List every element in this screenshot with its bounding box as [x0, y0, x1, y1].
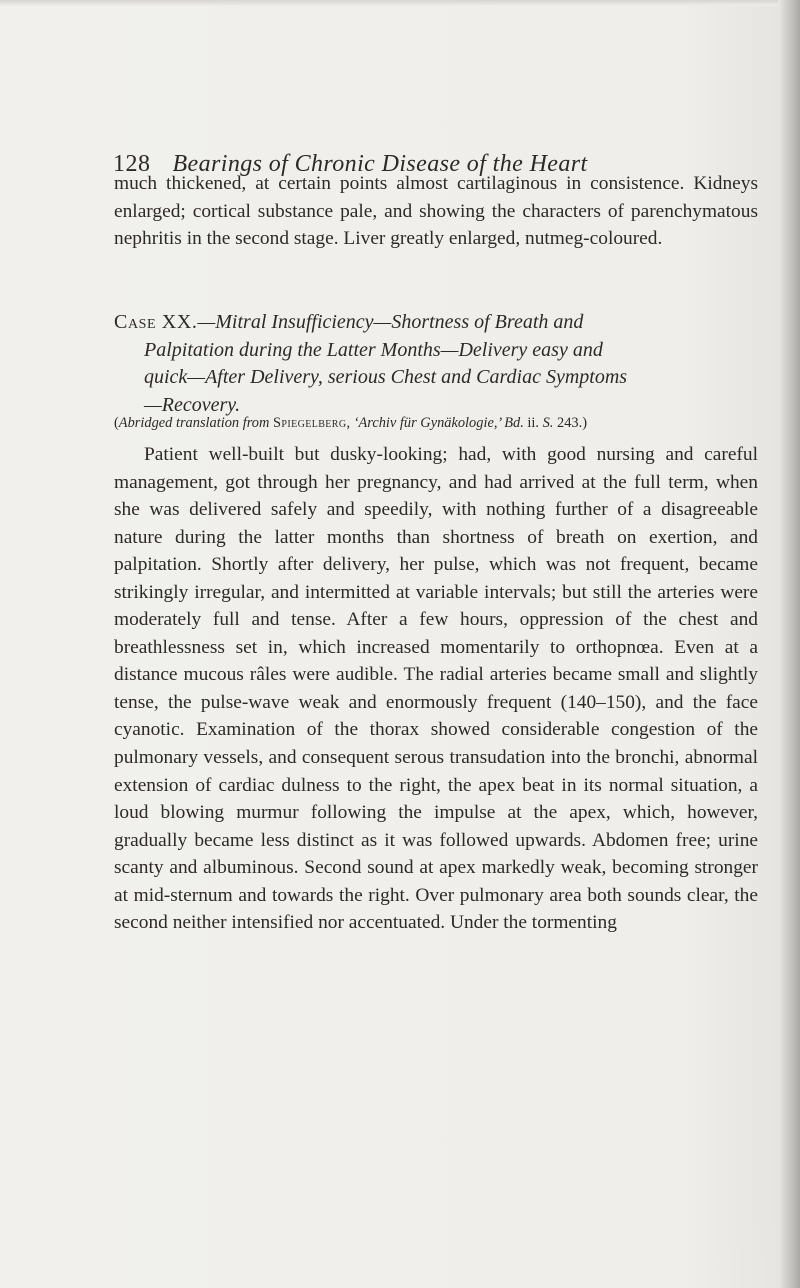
- source-citation: [114, 413, 758, 433]
- citation-open: (: [114, 415, 119, 431]
- case-title-line-2: Palpitation during the Latter Months—Delivery easy and: [144, 338, 603, 361]
- citation-volume: ii.: [523, 415, 543, 431]
- continuation-text: much thickened, at certain points almost cartilaginous in consistence. Kidneys enlarged; cortical substance pale, and showing the characters of parenchymatous nephritis in the second stage. Liver greatly enlarged, nutmeg-coloured.: [114, 173, 758, 250]
- citation-page-label: S.: [542, 415, 554, 431]
- running-title: Bearings of Chronic Disease of the Heart: [172, 151, 588, 177]
- citation-separator: ,: [346, 415, 354, 431]
- page-number: 128: [113, 151, 151, 177]
- case-label: Case XX.: [114, 311, 198, 333]
- citation-journal: ‘Archiv für Gynäkologie,’ Bd.: [353, 415, 524, 431]
- case-title-line-3: quick—After Delivery, serious Chest and Cardiac Symptoms: [144, 366, 628, 389]
- page-bottom-fade: [640, 1180, 780, 1288]
- case-body-paragraph: [114, 441, 758, 937]
- case-title-line-4: —Recovery.: [144, 393, 241, 416]
- citation-author: Spiegelberg: [272, 415, 347, 431]
- case-heading: [114, 309, 758, 419]
- page-top-shadow: [0, 0, 800, 6]
- case-body-text: Patient well-built but dusky-looking; had, with good nursing and careful management, got through her pregnancy, and had arrived at the full term, when she was delivered safely and speedily, with nothing further of a disagreeable nature during the latter months than shortness of breath on exertion, and palpitation. Shortly after delivery, her pulse, which was not frequent, became strikingly irregular, and intermitted at variable intervals; but still the arteries were moderately full and tense. After a few hours, oppression of the chest and breathlessness set in, which increased momentarily to orthopnœa. Even at a distance mucous râles were audible. The radial arteries became small and slightly tense, the pulse-wave weak and enormously frequent (140–150), and the face cyanotic. Examination of the thorax showed considerable congestion of the pulmonary vessels, and consequent serous transudation into the bronchi, abnormal extension of cardiac dulness to the right, the apex beat in its normal situation, a loud blowing murmur following the impulse at the apex, which, however, gradually became less distinct as it was followed upwards. Abdomen free; urine scanty and albuminous. Second sound at apex markedly weak, becoming stronger at mid-sternum and towards the right. Over pulmonary area both sounds clear, the second neither intensified nor accentuated. Under the tormenting: [114, 444, 758, 934]
- citation-intro: Abridged translation from: [118, 415, 273, 431]
- page-gutter-shadow: [778, 0, 800, 1288]
- continuation-paragraph: [114, 170, 758, 253]
- case-title-line-1: —Mitral Insufficiency—Shortness of Breath and: [197, 311, 584, 333]
- citation-page: 243.): [553, 415, 587, 431]
